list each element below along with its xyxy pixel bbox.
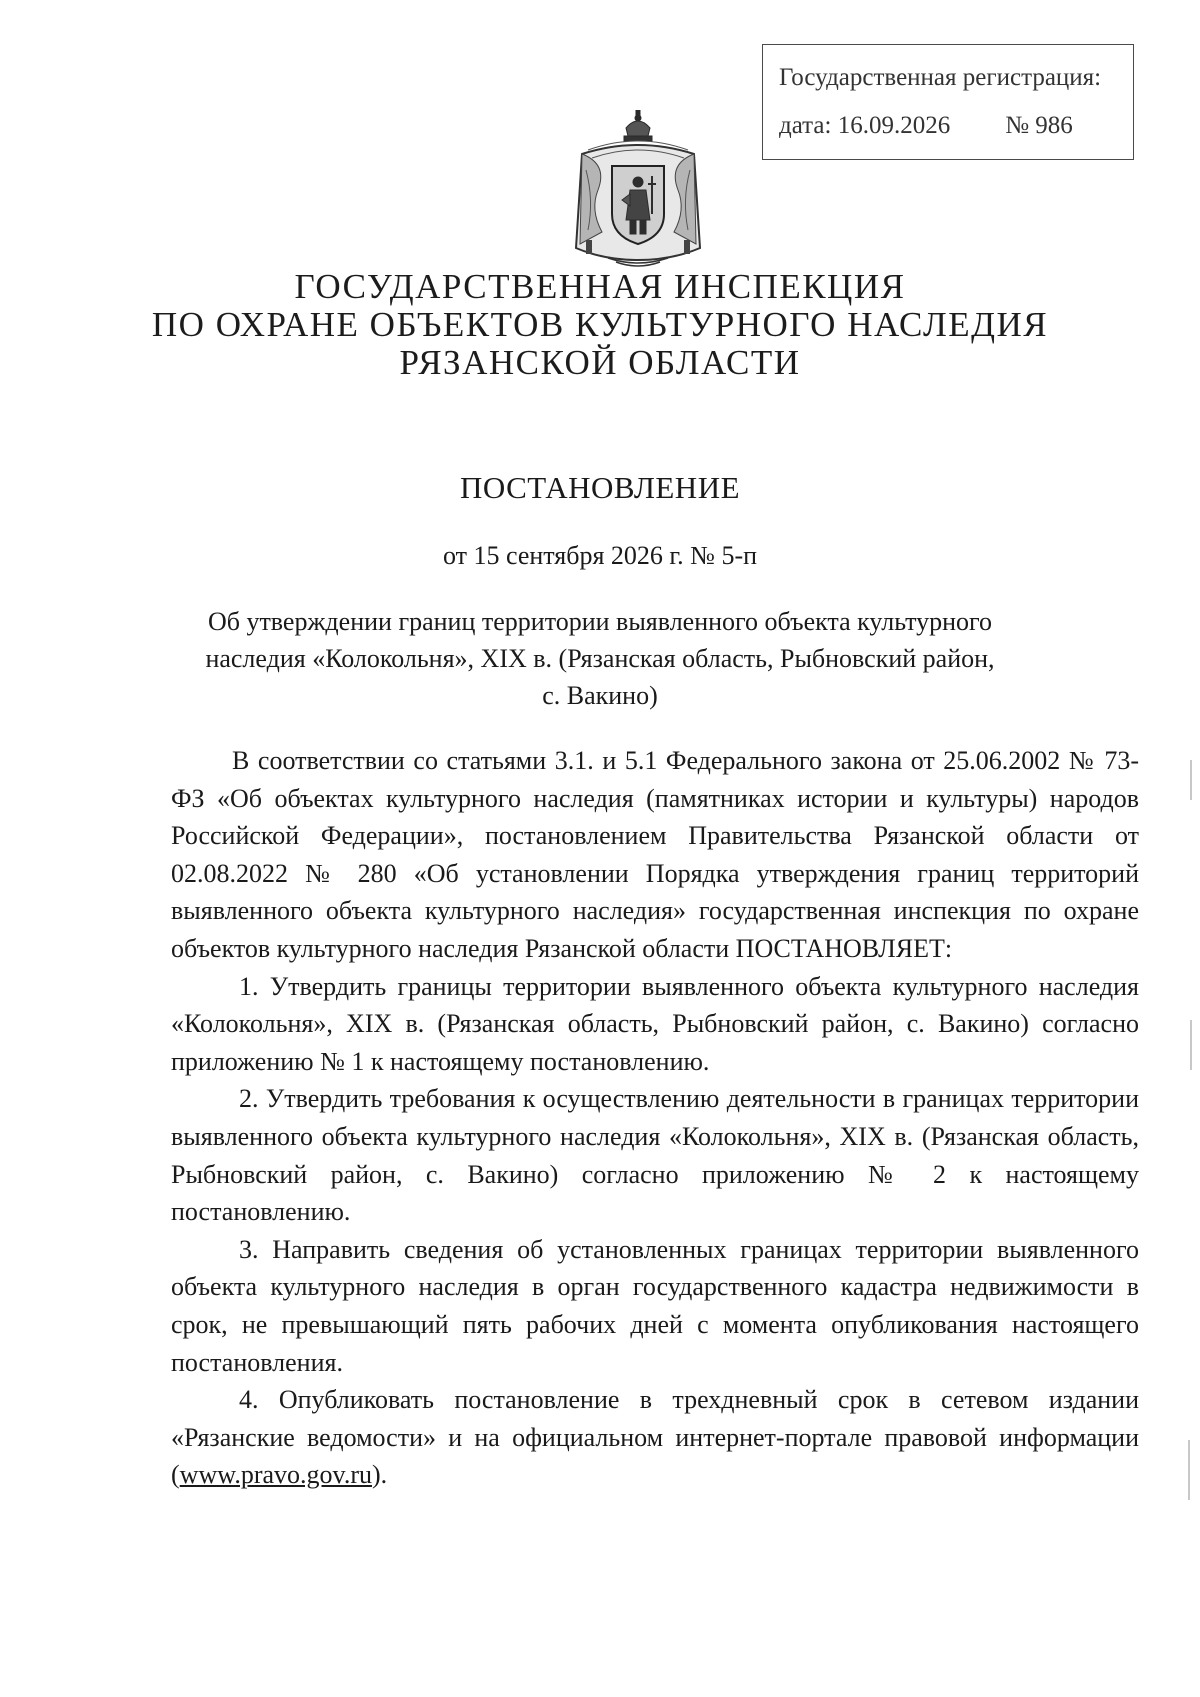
registration-date: дата: 16.09.2026 — [779, 112, 951, 139]
registration-stamp — [762, 44, 1134, 160]
clause-1: 1. Утвердить границы территории выявленного объекта культурного наследия «Колокольня», XIX в. (Рязанская область, Рыбновский район, с. Вакино) согласно приложению № 1 к настоящему постановлению. — [171, 971, 1139, 1076]
registration-details — [779, 113, 1133, 138]
agency-line-2: ПО ОХРАНЕ ОБЪЕКТОВ КУЛЬТУРНОГО НАСЛЕДИЯ — [151, 305, 1049, 344]
document-title-line-2: наследия «Колокольня», XIX в. (Рязанская область, Рыбновский район, — [205, 644, 995, 673]
document-body — [171, 742, 1139, 1494]
agency-header — [100, 268, 1100, 382]
document-type: ПОСТАНОВЛЕНИЕ — [459, 470, 741, 505]
registration-heading: Государственная регистрация: — [779, 64, 1102, 91]
agency-line-1: ГОСУДАРСТВЕННАЯ ИНСПЕКЦИЯ — [294, 267, 906, 306]
registration-number: № 986 — [1005, 112, 1073, 139]
document-title — [150, 603, 1050, 714]
clause-4-end: ). — [371, 1460, 388, 1490]
agency-line-3: РЯЗАНСКОЙ ОБЛАСТИ — [399, 343, 801, 382]
scan-artifact — [1188, 1440, 1190, 1500]
clause-4-text: 4. Опубликовать постановление в трехдневный срок в сетевом издании «Рязанские ведомости» и на официальном интернет-портале правовой информации ( — [171, 1385, 1139, 1490]
clause-2: 2. Утвердить требования к осуществлению деятельности в границах территории выявленного объекта культурного наследия «Колокольня», XIX в. (Рязанская область, Рыбновский район, с. Вакино) согласно приложению № 2 к настоящему постановлению. — [171, 1084, 1139, 1227]
document-date-number: от 15 сентября 2026 г. № 5-п — [442, 541, 758, 570]
ryazan-coat-of-arms-icon — [568, 110, 708, 270]
document-title-line-3: с. Вакино) — [542, 681, 658, 710]
clause-4 — [171, 1381, 1139, 1494]
preamble-paragraph: В соответствии со статьями 3.1. и 5.1 Федерального закона от 25.06.2002 № 73-ФЗ «Об объектах культурного наследия (памятниках истории и культуры) народов Российской Федерации», постановлением Правительства Рязанской области от 02.08.2022 № 280 «Об установлении Порядка утверждения границ территорий выявленного объекта культурного наследия» государственная инспекция по охране объектов культурного наследия Рязанской области ПОСТАНОВЛЯЕТ: — [171, 746, 1139, 963]
document-title-line-1: Об утверждении границ территории выявленного объекта культурного — [207, 607, 993, 636]
pravo-gov-link[interactable]: www.pravo.gov.ru — [179, 1460, 372, 1490]
clause-3: 3. Направить сведения об установленных границах территории выявленного объекта культурного наследия в орган государственного кадастра недвижимости в срок, не превышающий пять рабочих дней с момента опубликования настоящего постановления. — [171, 1234, 1139, 1377]
scan-artifact — [1190, 760, 1192, 800]
scan-artifact — [1190, 1020, 1192, 1070]
